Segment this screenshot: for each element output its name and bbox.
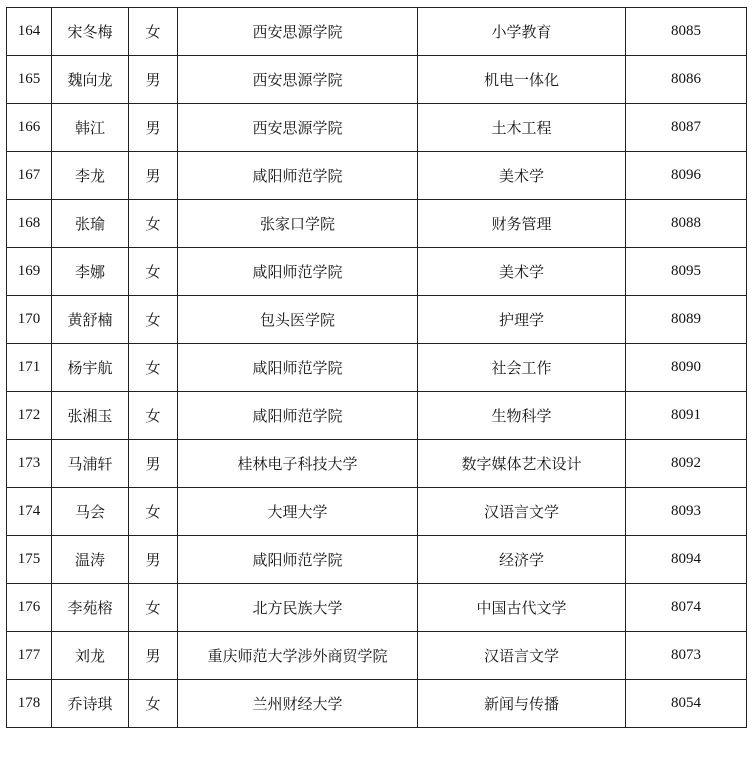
cell-code: 8091 bbox=[626, 392, 747, 440]
cell-code: 8095 bbox=[626, 248, 747, 296]
cell-major: 机电一体化 bbox=[418, 56, 626, 104]
cell-gender: 女 bbox=[129, 344, 178, 392]
cell-code: 8073 bbox=[626, 632, 747, 680]
cell-name: 杨宇航 bbox=[52, 344, 129, 392]
cell-code: 8054 bbox=[626, 680, 747, 728]
cell-name: 马浦轩 bbox=[52, 440, 129, 488]
roster-table-body bbox=[7, 8, 747, 728]
cell-gender: 男 bbox=[129, 104, 178, 152]
cell-major: 生物科学 bbox=[418, 392, 626, 440]
cell-name: 张瑜 bbox=[52, 200, 129, 248]
cell-major: 小学教育 bbox=[418, 8, 626, 56]
table-row bbox=[7, 248, 747, 296]
cell-gender: 女 bbox=[129, 680, 178, 728]
cell-school: 包头医学院 bbox=[178, 296, 418, 344]
table-row bbox=[7, 152, 747, 200]
cell-code: 8074 bbox=[626, 584, 747, 632]
cell-number: 171 bbox=[7, 344, 52, 392]
table-row bbox=[7, 104, 747, 152]
cell-school: 咸阳师范学院 bbox=[178, 392, 418, 440]
cell-gender: 女 bbox=[129, 488, 178, 536]
cell-code: 8085 bbox=[626, 8, 747, 56]
cell-school: 桂林电子科技大学 bbox=[178, 440, 418, 488]
cell-major: 经济学 bbox=[418, 536, 626, 584]
cell-number: 174 bbox=[7, 488, 52, 536]
table-row bbox=[7, 680, 747, 728]
table-row bbox=[7, 392, 747, 440]
table-row bbox=[7, 56, 747, 104]
cell-major: 汉语言文学 bbox=[418, 632, 626, 680]
cell-number: 169 bbox=[7, 248, 52, 296]
cell-number: 168 bbox=[7, 200, 52, 248]
cell-gender: 女 bbox=[129, 392, 178, 440]
cell-name: 马会 bbox=[52, 488, 129, 536]
cell-school: 西安思源学院 bbox=[178, 56, 418, 104]
cell-number: 175 bbox=[7, 536, 52, 584]
cell-school: 咸阳师范学院 bbox=[178, 152, 418, 200]
cell-name: 李娜 bbox=[52, 248, 129, 296]
cell-number: 172 bbox=[7, 392, 52, 440]
cell-number: 173 bbox=[7, 440, 52, 488]
cell-code: 8094 bbox=[626, 536, 747, 584]
cell-school: 重庆师范大学涉外商贸学院 bbox=[178, 632, 418, 680]
cell-school: 北方民族大学 bbox=[178, 584, 418, 632]
cell-gender: 男 bbox=[129, 536, 178, 584]
cell-major: 中国古代文学 bbox=[418, 584, 626, 632]
table-row bbox=[7, 440, 747, 488]
cell-gender: 男 bbox=[129, 440, 178, 488]
cell-number: 177 bbox=[7, 632, 52, 680]
cell-major: 汉语言文学 bbox=[418, 488, 626, 536]
cell-school: 西安思源学院 bbox=[178, 104, 418, 152]
cell-code: 8089 bbox=[626, 296, 747, 344]
cell-major: 数字媒体艺术设计 bbox=[418, 440, 626, 488]
cell-number: 178 bbox=[7, 680, 52, 728]
cell-school: 兰州财经大学 bbox=[178, 680, 418, 728]
cell-school: 咸阳师范学院 bbox=[178, 536, 418, 584]
cell-gender: 男 bbox=[129, 56, 178, 104]
cell-major: 美术学 bbox=[418, 248, 626, 296]
cell-school: 大理大学 bbox=[178, 488, 418, 536]
cell-gender: 男 bbox=[129, 632, 178, 680]
cell-name: 宋冬梅 bbox=[52, 8, 129, 56]
cell-code: 8093 bbox=[626, 488, 747, 536]
cell-school: 张家口学院 bbox=[178, 200, 418, 248]
cell-major: 土木工程 bbox=[418, 104, 626, 152]
table-row bbox=[7, 536, 747, 584]
cell-school: 咸阳师范学院 bbox=[178, 344, 418, 392]
table-row bbox=[7, 296, 747, 344]
cell-code: 8088 bbox=[626, 200, 747, 248]
cell-name: 刘龙 bbox=[52, 632, 129, 680]
cell-gender: 女 bbox=[129, 248, 178, 296]
cell-name: 魏向龙 bbox=[52, 56, 129, 104]
cell-number: 176 bbox=[7, 584, 52, 632]
cell-code: 8086 bbox=[626, 56, 747, 104]
cell-gender: 女 bbox=[129, 200, 178, 248]
cell-number: 165 bbox=[7, 56, 52, 104]
roster-table bbox=[6, 7, 747, 728]
cell-major: 美术学 bbox=[418, 152, 626, 200]
table-row bbox=[7, 488, 747, 536]
cell-name: 温涛 bbox=[52, 536, 129, 584]
cell-name: 黄舒楠 bbox=[52, 296, 129, 344]
cell-gender: 女 bbox=[129, 584, 178, 632]
cell-school: 西安思源学院 bbox=[178, 8, 418, 56]
table-row bbox=[7, 200, 747, 248]
cell-number: 164 bbox=[7, 8, 52, 56]
cell-code: 8092 bbox=[626, 440, 747, 488]
cell-name: 李苑榕 bbox=[52, 584, 129, 632]
cell-code: 8090 bbox=[626, 344, 747, 392]
cell-major: 财务管理 bbox=[418, 200, 626, 248]
cell-gender: 男 bbox=[129, 152, 178, 200]
cell-name: 李龙 bbox=[52, 152, 129, 200]
cell-code: 8096 bbox=[626, 152, 747, 200]
cell-number: 170 bbox=[7, 296, 52, 344]
cell-name: 乔诗琪 bbox=[52, 680, 129, 728]
cell-gender: 女 bbox=[129, 8, 178, 56]
table-row bbox=[7, 584, 747, 632]
table-row bbox=[7, 632, 747, 680]
cell-name: 张湘玉 bbox=[52, 392, 129, 440]
cell-major: 新闻与传播 bbox=[418, 680, 626, 728]
cell-code: 8087 bbox=[626, 104, 747, 152]
cell-number: 166 bbox=[7, 104, 52, 152]
cell-gender: 女 bbox=[129, 296, 178, 344]
cell-major: 社会工作 bbox=[418, 344, 626, 392]
cell-major: 护理学 bbox=[418, 296, 626, 344]
cell-school: 咸阳师范学院 bbox=[178, 248, 418, 296]
cell-number: 167 bbox=[7, 152, 52, 200]
table-row bbox=[7, 8, 747, 56]
table-row bbox=[7, 344, 747, 392]
cell-name: 韩江 bbox=[52, 104, 129, 152]
